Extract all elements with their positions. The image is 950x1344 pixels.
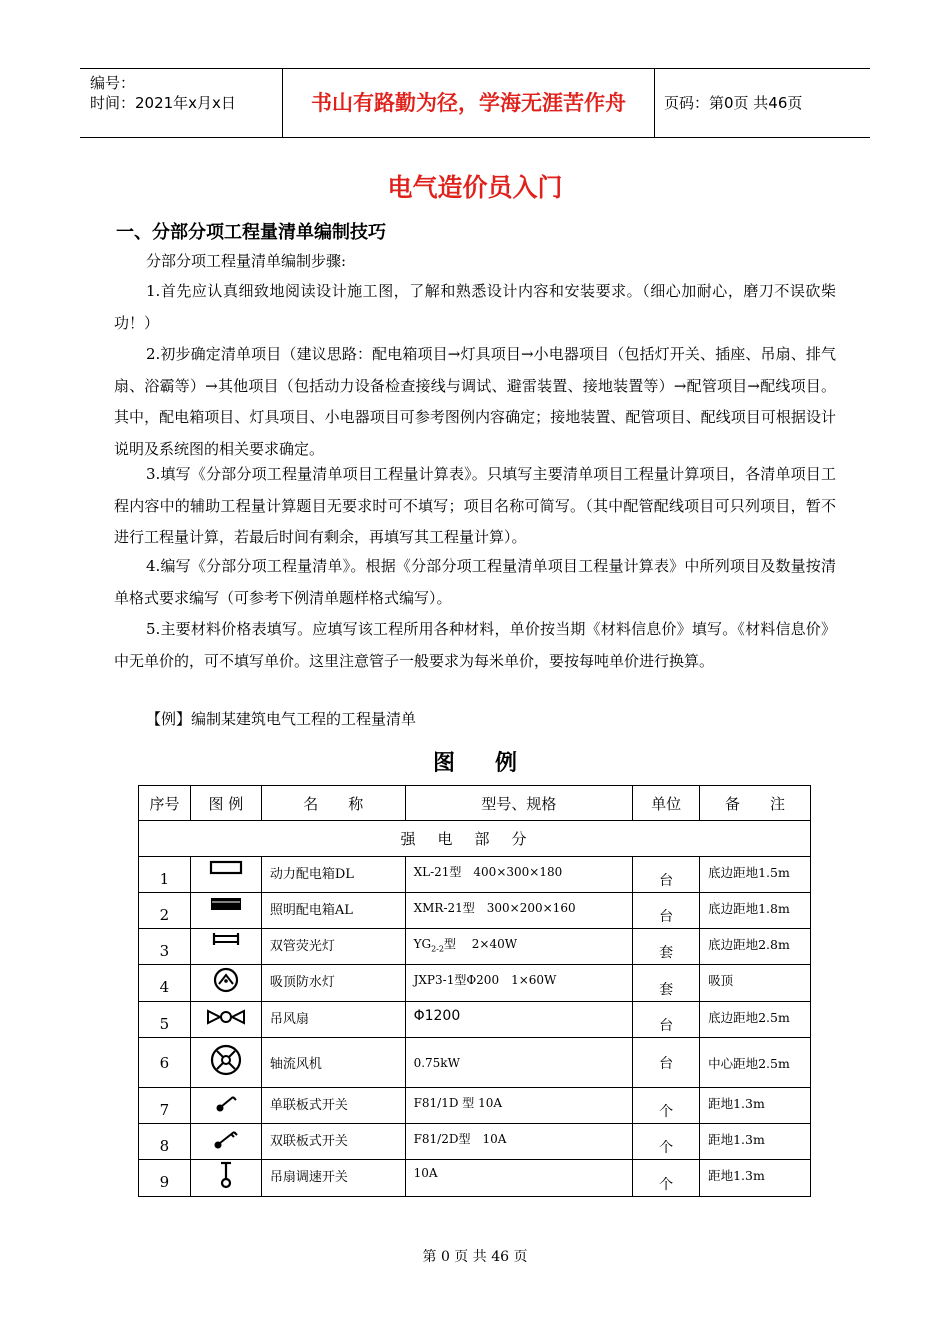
section-heading: 一、分部分项工程量清单编制技巧 — [116, 222, 386, 243]
table-row — [139, 929, 811, 965]
paragraph-intro: 分部分项工程量清单编制步骤: — [146, 252, 347, 270]
row-number: 1 — [139, 857, 191, 893]
paragraph-example: 【例】编制某建筑电气工程的工程量清单 — [146, 710, 417, 728]
header-cell: 单位 — [633, 786, 700, 821]
document-header — [80, 68, 870, 138]
item-unit: 台 — [633, 1038, 700, 1088]
paragraph-step2: 2.初步确定清单项目（建议思路：配电箱项目→灯具项目→小电器项目（包括灯开关、插座、吊扇、排气扇、浴霸等）→其他项目（包括动力设备检查接线与调试、避雷装置、接地装置等）→配管项目→配线项目。其中，配电箱项目、灯具项目、小电器项目可参考图例内容确定；接地装置、配管项目、配线项目可根据设计说明及系统图的相关要求确定。 — [114, 345, 836, 458]
item-unit: 台 — [633, 1002, 700, 1038]
item-remark: 距地1.3m — [700, 1088, 811, 1124]
item-remark: 距地1.3m — [700, 1160, 811, 1197]
table-row — [139, 1002, 811, 1038]
item-remark: 底边距地2.8m — [700, 929, 811, 965]
item-spec: 0.75kW — [405, 1038, 633, 1088]
row-number: 6 — [139, 1038, 191, 1088]
header-page-info: 页码：第0页 共46页 — [664, 94, 803, 112]
paragraph-step3: 3.填写《分部分项工程量清单项目工程量计算表》。只填写主要清单项目工程量计算项目，各清单项目工程内容中的辅助工程量计算题目无要求时可不填写；项目名称可简写。（其中配管配线项目可只列项目，暂不进行工程量计算，若最后时间有剩余，再填写其工程量计算）。 — [114, 465, 836, 546]
item-remark: 距地1.3m — [700, 1124, 811, 1160]
item-spec: F81/2D型 10A — [405, 1124, 633, 1160]
symbol-cell — [190, 1038, 261, 1088]
waterproof-ceiling-lamp-icon — [206, 965, 246, 997]
table-row — [139, 857, 811, 893]
header-cell: 序号 — [139, 786, 191, 821]
item-name: 吊风扇 — [261, 1002, 405, 1038]
lighting-box-al-icon — [206, 894, 246, 924]
section-label: 强电部分 — [139, 821, 811, 857]
item-remark: 吸顶 — [700, 965, 811, 1002]
item-remark: 底边距地2.5m — [700, 1002, 811, 1038]
table-row — [139, 1160, 811, 1197]
figure-title: 图例 — [432, 751, 557, 776]
item-unit: 个 — [633, 1088, 700, 1124]
item-name: 吸顶防水灯 — [261, 965, 405, 1002]
symbol-cell — [190, 965, 261, 1002]
single-switch-icon — [206, 1089, 246, 1119]
row-number: 8 — [139, 1124, 191, 1160]
row-number: 9 — [139, 1160, 191, 1197]
table-row — [139, 965, 811, 1002]
item-name: 照明配电箱AL — [261, 893, 405, 929]
symbol-cell — [190, 929, 261, 965]
double-switch-icon — [206, 1125, 246, 1155]
item-spec: F81/1D 型 10A — [405, 1088, 633, 1124]
time-label: 时间：2021年x月x日 — [90, 94, 236, 112]
header-cell: 备 注 — [700, 786, 811, 821]
page-footer: 第 0 页 共 46 页 — [422, 1249, 528, 1265]
page-title: 电气造价员入门 — [387, 173, 563, 202]
item-name: 双联板式开关 — [261, 1124, 405, 1160]
symbol-cell — [190, 1088, 261, 1124]
item-name: 轴流风机 — [261, 1038, 405, 1088]
distribution-box-dl-icon — [206, 858, 246, 888]
symbol-cell — [190, 1124, 261, 1160]
row-number: 5 — [139, 1002, 191, 1038]
section-row — [139, 821, 811, 857]
number-label: 编号： — [90, 74, 136, 92]
item-spec: XMR-21型 300×200×160 — [405, 893, 633, 929]
item-spec: JXP3-1型Φ200 1×60W — [405, 965, 633, 1002]
row-number: 4 — [139, 965, 191, 1002]
fan-speed-switch-icon — [206, 1160, 246, 1192]
table-row — [139, 1088, 811, 1124]
row-number: 2 — [139, 893, 191, 929]
item-unit: 个 — [633, 1160, 700, 1197]
item-name: 动力配电箱DL — [261, 857, 405, 893]
item-name: 单联板式开关 — [261, 1088, 405, 1124]
row-number: 3 — [139, 929, 191, 965]
item-name: 吊扇调速开关 — [261, 1160, 405, 1197]
ceiling-fan-icon — [204, 1004, 248, 1032]
paragraph-step1: 1.首先应认真细致地阅读设计施工图，了解和熟悉设计内容和安装要求。（细心加耐心，磨刀不误砍柴功！） — [114, 282, 836, 332]
item-spec — [405, 929, 633, 965]
spec-subscript: 2-2 — [431, 944, 444, 954]
item-remark: 底边距地1.8m — [700, 893, 811, 929]
item-spec: Φ1200 — [405, 1002, 633, 1038]
header-cell: 名 称 — [261, 786, 405, 821]
paragraph-step4: 4.编写《分部分项工程量清单》。根据《分部分项工程量清单项目工程量计算表》中所列项目及数量按清单格式要求编写（可参考下例清单题样格式编写）。 — [114, 557, 836, 607]
header-cell: 图 例 — [190, 786, 261, 821]
header-motto: 书山有路勤为径，学海无涯苦作舟 — [311, 91, 626, 115]
spec-text: 型 2×40W — [443, 937, 518, 951]
axial-fan-icon — [206, 1041, 246, 1081]
table-row — [139, 1038, 811, 1088]
header-meta — [90, 73, 280, 113]
double-fluorescent-lamp-icon — [206, 930, 246, 960]
item-unit: 台 — [633, 893, 700, 929]
table-row — [139, 893, 811, 929]
legend-table — [138, 785, 811, 1197]
symbol-cell — [190, 893, 261, 929]
item-unit: 个 — [633, 1124, 700, 1160]
item-name: 双管荧光灯 — [261, 929, 405, 965]
item-spec: XL-21型 400×300×180 — [405, 857, 633, 893]
header-divider — [654, 69, 655, 137]
item-spec: 10A — [405, 1160, 633, 1197]
item-unit: 台 — [633, 857, 700, 893]
item-remark: 中心距地2.5m — [700, 1038, 811, 1088]
spec-text: YG — [413, 937, 432, 951]
item-remark: 底边距地1.5m — [700, 857, 811, 893]
item-unit: 套 — [633, 929, 700, 965]
paragraph-step5: 5.主要材料价格表填写。应填写该工程所用各种材料，单价按当期《材料信息价》填写。《材料信息价》中无单价的，可不填写单价。这里注意管子一般要求为每米单价，要按每吨单价进行换算。 — [114, 620, 836, 670]
symbol-cell — [190, 1002, 261, 1038]
symbol-cell — [190, 1160, 261, 1197]
table-row — [139, 1124, 811, 1160]
symbol-cell — [190, 857, 261, 893]
header-cell: 型号、规格 — [405, 786, 633, 821]
item-unit: 套 — [633, 965, 700, 1002]
row-number: 7 — [139, 1088, 191, 1124]
legend-header-row — [139, 786, 811, 821]
